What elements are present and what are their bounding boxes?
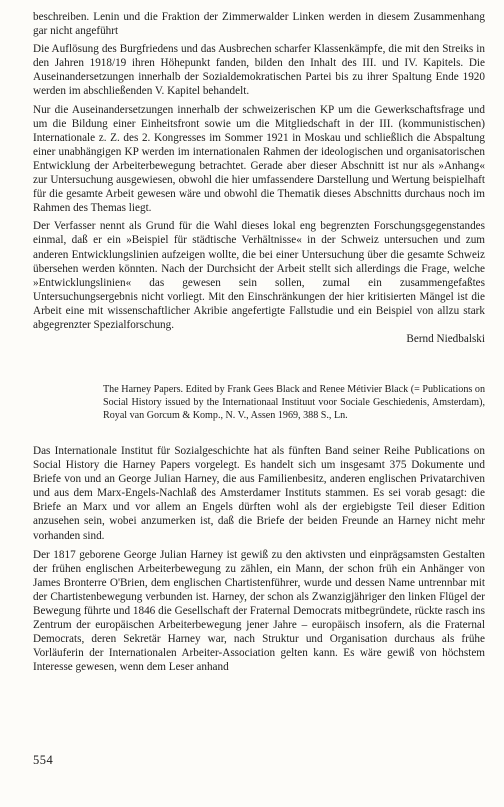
paragraph: [33, 219, 485, 346]
paragraph-text: Der Verfasser nennt als Grund für die Wahl dieses lokal eng begrenzten Forschungsgegenstandes einmal, daß er ein »Beispiel für städtische Verhältnisse« in der Schweiz untersuchen und zum anderen Entwicklungslinien aufzeigen wollte, die bei einer Untersuchung über die gesamte Schweiz übersehen werden könnten. Nach der Durchsicht der Arbeit stellt sich allerdings die Frage, welche »Entwicklungslinien« das gewesen sein sollen, zumal ein zusammengefaßtes Untersuchungsergebnis nicht vorliegt. Mit den Einschränkungen der hier kritisierten Mängel ist die Arbeit eine mit wissenschaftlicher Akribie angefertigte Fallstudie und ein Beispiel von allzu stark abgegrenzter Spezialforschung.: [33, 220, 485, 331]
review-continuation: [33, 10, 485, 350]
review-body: [33, 444, 485, 680]
page-number: 554: [33, 753, 54, 767]
paragraph: Die Auflösung des Burgfriedens und das Ausbrechen scharfer Klassenkämpfe, die mit den Streiks in den Jahren 1918/19 ihren Höhepunkt fanden, bilden den Inhalt des III. und IV. Kapitels. Die Auseinandersetzungen innerhalb der Sozialdemokratischen Partei bis zu ihrer Spaltung Ende 1920 werden im abschließenden V. Kapitel behandelt.: [33, 43, 485, 98]
paragraph: beschreiben. Lenin und die Fraktion der Zimmerwalder Linken werden in diesem Zusammenhang gar nicht angeführt: [33, 11, 485, 38]
bibliographic-citation: The Harney Papers. Edited by Frank Gees Black and Renee Métivier Black (= Publications on Social History issued by the Internationaal Instituut voor Sociale Geschiedenis, Amsterdam), Royal van Gorcum & Komp., N. V., Assen 1969, 388 S., Ln.: [103, 384, 485, 422]
paragraph: Das Internationale Institut für Sozialgeschichte hat als fünften Band seiner Reihe Publications on Social History die Harney Papers vorgelegt. Es handelt sich um insgesamt 375 Dokumente und Briefe von und an George Julian Harney, die aus Familienbesitz, anderen englischen Privatarchiven und aus dem Marx-Engels-Nachlaß des Amsterdamer Instituts stammen. Es sei vorab gesagt: die Briefe an Marx und vor allem an Engels dürften wohl als der ergiebigste Teil dieser Edition anzusehen sein, wobei anzumerken ist, daß die Briefe der beiden Freunde an Harney nicht mehr vorhanden sind.: [33, 445, 485, 542]
paragraph: Nur die Auseinandersetzungen innerhalb der schweizerischen KP um die Gewerkschaftsfrage und um die Bildung einer Einheitsfront sowie um die Mitgliedschaft in der III. (kommunistischen) Internationale z. Z. des 2. Kongresses im Sommer 1921 in Moskau und schließlich die Abspaltung einer unabhängigen KP werden im internationalen Rahmen der ideologischen und organisatorischen Entwicklung der Arbeiterbewegung betrachtet. Gerade aber dieser Abschnitt ist nur als »Anhang« zur Untersuchung ausgewiesen, obwohl die hier umfassendere Darstellung und Wertung beispielhaft für die gesamte Arbeit gewesen wäre und obwohl die Thematik dieses Abschnitts durchaus noch im Rahmen des Themas liegt.: [33, 103, 485, 215]
paragraph: Der 1817 geborene George Julian Harney ist gewiß zu den aktivsten und einprägsamsten Gestalten der frühen englischen Arbeiterbewegung zu zählen, ein Mann, der schon früh ein Anhänger von James Bronterre O'Brien, dem englischen Chartistenführer, wurde und dessen Name untrennbar mit der Chartistenbewegung verbunden ist. Harney, der schon als Zwanzigjähriger den linken Flügel der Bewegung führte und 1846 die Gesellschaft der Fraternal Democrats mitbegründete, rückte rasch ins Zentrum der europäischen Arbeiterbewegung jener Jahre – europäisch insofern, als die Fraternal Democrats, deren Sekretär Harney war, nach Struktur und Organisation durchaus als frühe Vorläuferin der Internationalen Arbeiter-Association gelten kann. Es wäre gewiß von höchstem Interesse gewesen, wenn dem Leser anhand: [33, 548, 485, 674]
author-signature: Bernd Niedbalski: [406, 333, 485, 346]
